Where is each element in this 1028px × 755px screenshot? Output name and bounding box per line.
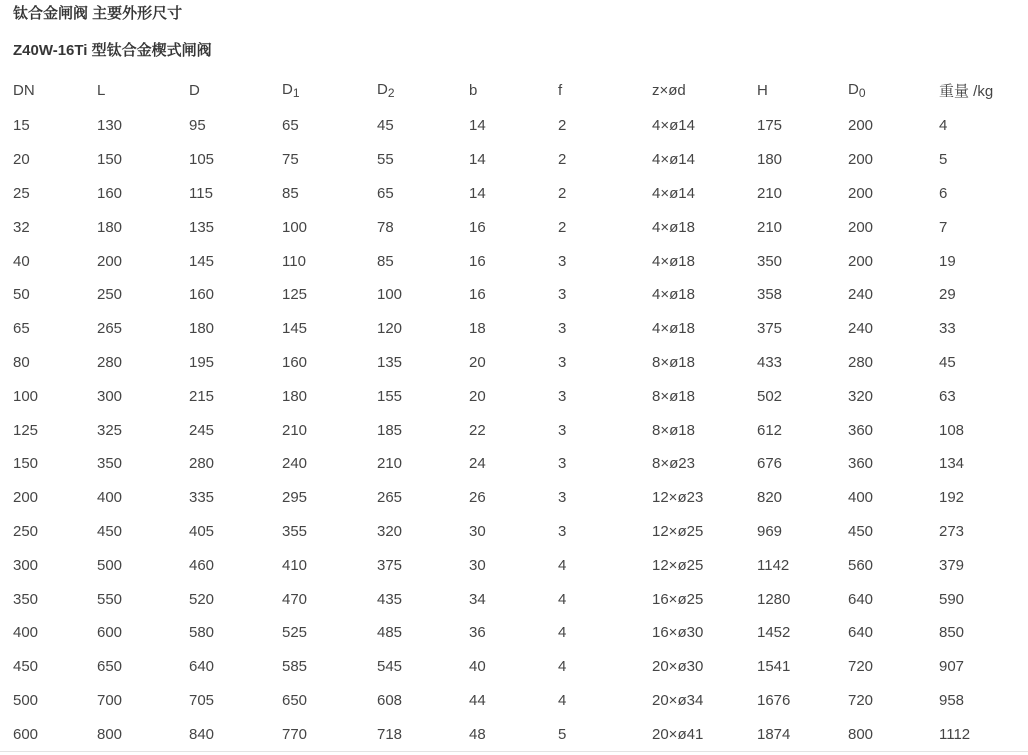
cell-d0: 240 [848,286,874,304]
cell-zod: 4×ø18 [652,218,695,236]
table-row [0,650,1028,684]
cell-d1: 180 [282,387,308,405]
cell-d1: 240 [282,455,308,473]
cell-h: 612 [757,421,783,439]
column-header-b: b [469,82,478,99]
column-header-f: f [558,82,563,99]
cell-f: 4 [558,624,567,642]
cell-dn: 20 [13,151,30,169]
cell-d1: 85 [282,184,299,202]
column-header-d1: $D_1$ [282,81,300,100]
cell-f: 3 [558,455,567,473]
cell-h: 502 [757,387,783,405]
cell-h: 433 [757,353,783,371]
column-header-zod: z×ød [652,82,686,99]
column-header-d0: $D_0$ [848,81,866,100]
cell-zod: 12×ø25 [652,556,704,574]
cell-weight: 63 [939,387,956,405]
cell-l: 300 [97,387,123,405]
cell-f: 3 [558,252,567,270]
cell-h: 676 [757,455,783,473]
column-header-d: D [189,82,200,99]
cell-l: 130 [97,117,123,135]
table-row [0,616,1028,650]
cell-weight: 590 [939,590,965,608]
cell-zod: 16×ø25 [652,590,704,608]
cell-f: 5 [558,725,567,743]
cell-dn: 150 [13,455,39,473]
cell-zod: 20×ø30 [652,658,704,676]
cell-d2: 78 [377,218,394,236]
cell-b: 16 [469,252,486,270]
cell-d: 280 [189,455,215,473]
header-row [0,72,1028,109]
cell-l: 180 [97,218,123,236]
cell-d: 135 [189,218,215,236]
column-header-subscript: 2 [387,86,395,100]
cell-zod: 4×ø18 [652,320,695,338]
column-header-l: L [97,82,106,99]
cell-d: 115 [189,184,213,202]
cell-h: 969 [757,522,783,540]
cell-dn: 450 [13,658,39,676]
table-row [0,515,1028,549]
cell-f: 4 [558,658,567,676]
cell-d1: 410 [282,556,308,574]
cell-dn: 400 [13,624,39,642]
cell-l: 600 [97,624,123,642]
cell-b: 24 [469,455,486,473]
cell-dn: 32 [13,218,30,236]
cell-h: 1676 [757,691,791,709]
cell-f: 3 [558,286,567,304]
cell-b: 30 [469,556,486,574]
cell-weight: 45 [939,353,956,371]
column-header-subscript: 0 [858,86,866,100]
cell-h: 350 [757,252,783,270]
cell-f: 3 [558,421,567,439]
cell-l: 450 [97,522,123,540]
cell-zod: 4×ø18 [652,286,695,304]
cell-weight: 19 [939,252,956,270]
column-header-dn: DN [13,82,35,99]
cell-f: 3 [558,353,567,371]
cell-h: 175 [757,117,783,135]
cell-d0: 200 [848,117,874,135]
cell-d2: 85 [377,252,394,270]
table-row [0,481,1028,515]
cell-h: 375 [757,320,783,338]
cell-d: 840 [189,725,215,743]
cell-b: 16 [469,286,486,304]
cell-h: 210 [757,218,783,236]
cell-d0: 560 [848,556,874,574]
cell-dn: 250 [13,522,39,540]
cell-d1: 145 [282,320,308,338]
cell-zod: 4×ø18 [652,252,695,270]
cell-d1: 65 [282,117,299,135]
cell-f: 3 [558,489,567,507]
cell-d2: 718 [377,725,403,743]
cell-zod: 8×ø23 [652,455,695,473]
cell-l: 400 [97,489,123,507]
cell-d1: 650 [282,691,308,709]
cell-b: 14 [469,184,486,202]
cell-zod: 12×ø23 [652,489,704,507]
cell-b: 16 [469,218,486,236]
cell-weight: 134 [939,455,965,473]
page-title: 钛合金闸阀 主要外形尺寸 [13,5,183,22]
cell-l: 700 [97,691,123,709]
cell-h: 820 [757,489,783,507]
column-header-d2: $D_2$ [377,81,395,100]
cell-weight: 1112 [939,725,971,743]
cell-zod: 20×ø41 [652,725,704,743]
table-row [0,413,1028,447]
cell-l: 650 [97,658,123,676]
table-row [0,447,1028,481]
cell-b: 40 [469,658,486,676]
cell-zod: 4×ø14 [652,117,695,135]
cell-d0: 640 [848,590,874,608]
cell-d1: 160 [282,353,308,371]
cell-zod: 8×ø18 [652,353,695,371]
cell-d2: 155 [377,387,403,405]
table-row [0,177,1028,211]
cell-b: 30 [469,522,486,540]
cell-d2: 485 [377,624,403,642]
cell-d: 215 [189,387,215,405]
cell-d0: 640 [848,624,874,642]
cell-d2: 135 [377,353,403,371]
cell-weight: 33 [939,320,956,338]
cell-zod: 12×ø25 [652,522,704,540]
cell-d0: 240 [848,320,874,338]
cell-zod: 8×ø18 [652,387,695,405]
table-body [0,109,1028,752]
cell-d1: 110 [282,252,306,270]
cell-weight: 907 [939,658,965,676]
column-header-h: H [757,82,768,99]
cell-weight: 29 [939,286,956,304]
cell-l: 500 [97,556,123,574]
table-row [0,210,1028,244]
cell-d2: 545 [377,658,403,676]
cell-zod: 4×ø14 [652,151,695,169]
cell-b: 36 [469,624,486,642]
cell-d: 195 [189,353,215,371]
cell-b: 44 [469,691,486,709]
cell-d: 180 [189,320,215,338]
cell-d1: 295 [282,489,308,507]
cell-d: 580 [189,624,215,642]
cell-d0: 280 [848,353,874,371]
cell-zod: 8×ø18 [652,421,695,439]
cell-d0: 450 [848,522,874,540]
cell-d1: 770 [282,725,308,743]
cell-h: 358 [757,286,783,304]
cell-d2: 120 [377,320,403,338]
cell-d2: 320 [377,522,403,540]
cell-d2: 100 [377,286,403,304]
cell-weight: 5 [939,151,948,169]
table-row [0,717,1028,751]
table-row [0,278,1028,312]
cell-dn: 300 [13,556,39,574]
cell-f: 2 [558,117,567,135]
cell-h: 1280 [757,590,791,608]
cell-d2: 185 [377,421,403,439]
cell-weight: 7 [939,218,948,236]
cell-b: 18 [469,320,486,338]
cell-d2: 45 [377,117,394,135]
cell-f: 2 [558,184,567,202]
cell-f: 3 [558,387,567,405]
cell-l: 280 [97,353,123,371]
cell-d1: 100 [282,218,308,236]
table-row [0,582,1028,616]
cell-f: 4 [558,556,567,574]
cell-d0: 200 [848,218,874,236]
cell-h: 1452 [757,624,791,642]
cell-h: 1874 [757,725,791,743]
table-row [0,379,1028,413]
cell-d: 145 [189,252,215,270]
cell-d: 460 [189,556,215,574]
table-row [0,109,1028,143]
cell-zod: 4×ø14 [652,184,695,202]
cell-dn: 15 [13,117,30,135]
cell-weight: 6 [939,184,948,202]
cell-d: 245 [189,421,215,439]
cell-d: 105 [189,151,215,169]
cell-dn: 25 [13,184,30,202]
cell-l: 550 [97,590,123,608]
cell-dn: 80 [13,353,30,371]
cell-f: 2 [558,151,567,169]
cell-b: 14 [469,117,486,135]
cell-d: 95 [189,117,206,135]
cell-dn: 125 [13,421,39,439]
cell-dn: 65 [13,320,30,338]
cell-b: 26 [469,489,486,507]
cell-l: 800 [97,725,123,743]
cell-l: 350 [97,455,123,473]
table-row [0,244,1028,278]
cell-d0: 200 [848,184,874,202]
table-row [0,346,1028,380]
column-header-subscript: 1 [292,86,300,100]
cell-h: 180 [757,151,783,169]
cell-f: 4 [558,691,567,709]
cell-dn: 40 [13,252,30,270]
cell-d2: 265 [377,489,403,507]
cell-d0: 200 [848,151,874,169]
cell-dn: 600 [13,725,39,743]
cell-dn: 50 [13,286,30,304]
cell-zod: 16×ø30 [652,624,704,642]
cell-f: 4 [558,590,567,608]
cell-d2: 435 [377,590,403,608]
cell-d2: 65 [377,184,394,202]
table-row [0,312,1028,346]
cell-h: 210 [757,184,783,202]
cell-weight: 379 [939,556,965,574]
cell-d1: 355 [282,522,308,540]
column-header-weight: 重量 /kg [939,83,994,100]
cell-dn: 100 [13,387,39,405]
cell-h: 1142 [757,556,790,574]
cell-d1: 585 [282,658,308,676]
cell-l: 325 [97,421,123,439]
cell-d0: 400 [848,489,874,507]
cell-dn: 500 [13,691,39,709]
table-head [0,72,1028,109]
cell-d1: 470 [282,590,308,608]
cell-d2: 210 [377,455,403,473]
cell-weight: 4 [939,117,948,135]
cell-d: 705 [189,691,215,709]
cell-d1: 525 [282,624,308,642]
table-row [0,548,1028,582]
cell-f: 2 [558,218,567,236]
cell-weight: 192 [939,489,965,507]
cell-l: 200 [97,252,123,270]
cell-d: 335 [189,489,215,507]
dimensions-table [0,72,1028,752]
cell-weight: 108 [939,421,965,439]
cell-d0: 800 [848,725,874,743]
cell-l: 250 [97,286,123,304]
cell-d: 640 [189,658,215,676]
cell-b: 22 [469,421,486,439]
cell-l: 265 [97,320,123,338]
cell-b: 48 [469,725,486,743]
cell-d0: 200 [848,252,874,270]
cell-f: 3 [558,522,567,540]
table-row [0,684,1028,718]
cell-d1: 75 [282,151,299,169]
cell-dn: 200 [13,489,39,507]
cell-d2: 55 [377,151,394,169]
cell-d: 405 [189,522,215,540]
cell-b: 20 [469,387,486,405]
cell-d2: 608 [377,691,403,709]
cell-d: 160 [189,286,215,304]
cell-f: 3 [558,320,567,338]
cell-weight: 850 [939,624,965,642]
cell-weight: 273 [939,522,965,540]
cell-dn: 350 [13,590,39,608]
cell-weight: 958 [939,691,965,709]
cell-d0: 720 [848,691,874,709]
cell-d2: 375 [377,556,403,574]
cell-d0: 320 [848,387,874,405]
cell-d: 520 [189,590,215,608]
cell-d0: 360 [848,421,874,439]
cell-b: 20 [469,353,486,371]
cell-d0: 360 [848,455,874,473]
cell-b: 34 [469,590,486,608]
cell-h: 1541 [757,658,791,676]
cell-b: 14 [469,151,486,169]
table-row [0,143,1028,177]
cell-zod: 20×ø34 [652,691,704,709]
cell-d1: 125 [282,286,308,304]
cell-l: 160 [97,184,123,202]
cell-l: 150 [97,151,123,169]
cell-d1: 210 [282,421,308,439]
page-subtitle: Z40W-16Ti 型钛合金楔式闸阀 [13,42,212,59]
cell-d0: 720 [848,658,874,676]
